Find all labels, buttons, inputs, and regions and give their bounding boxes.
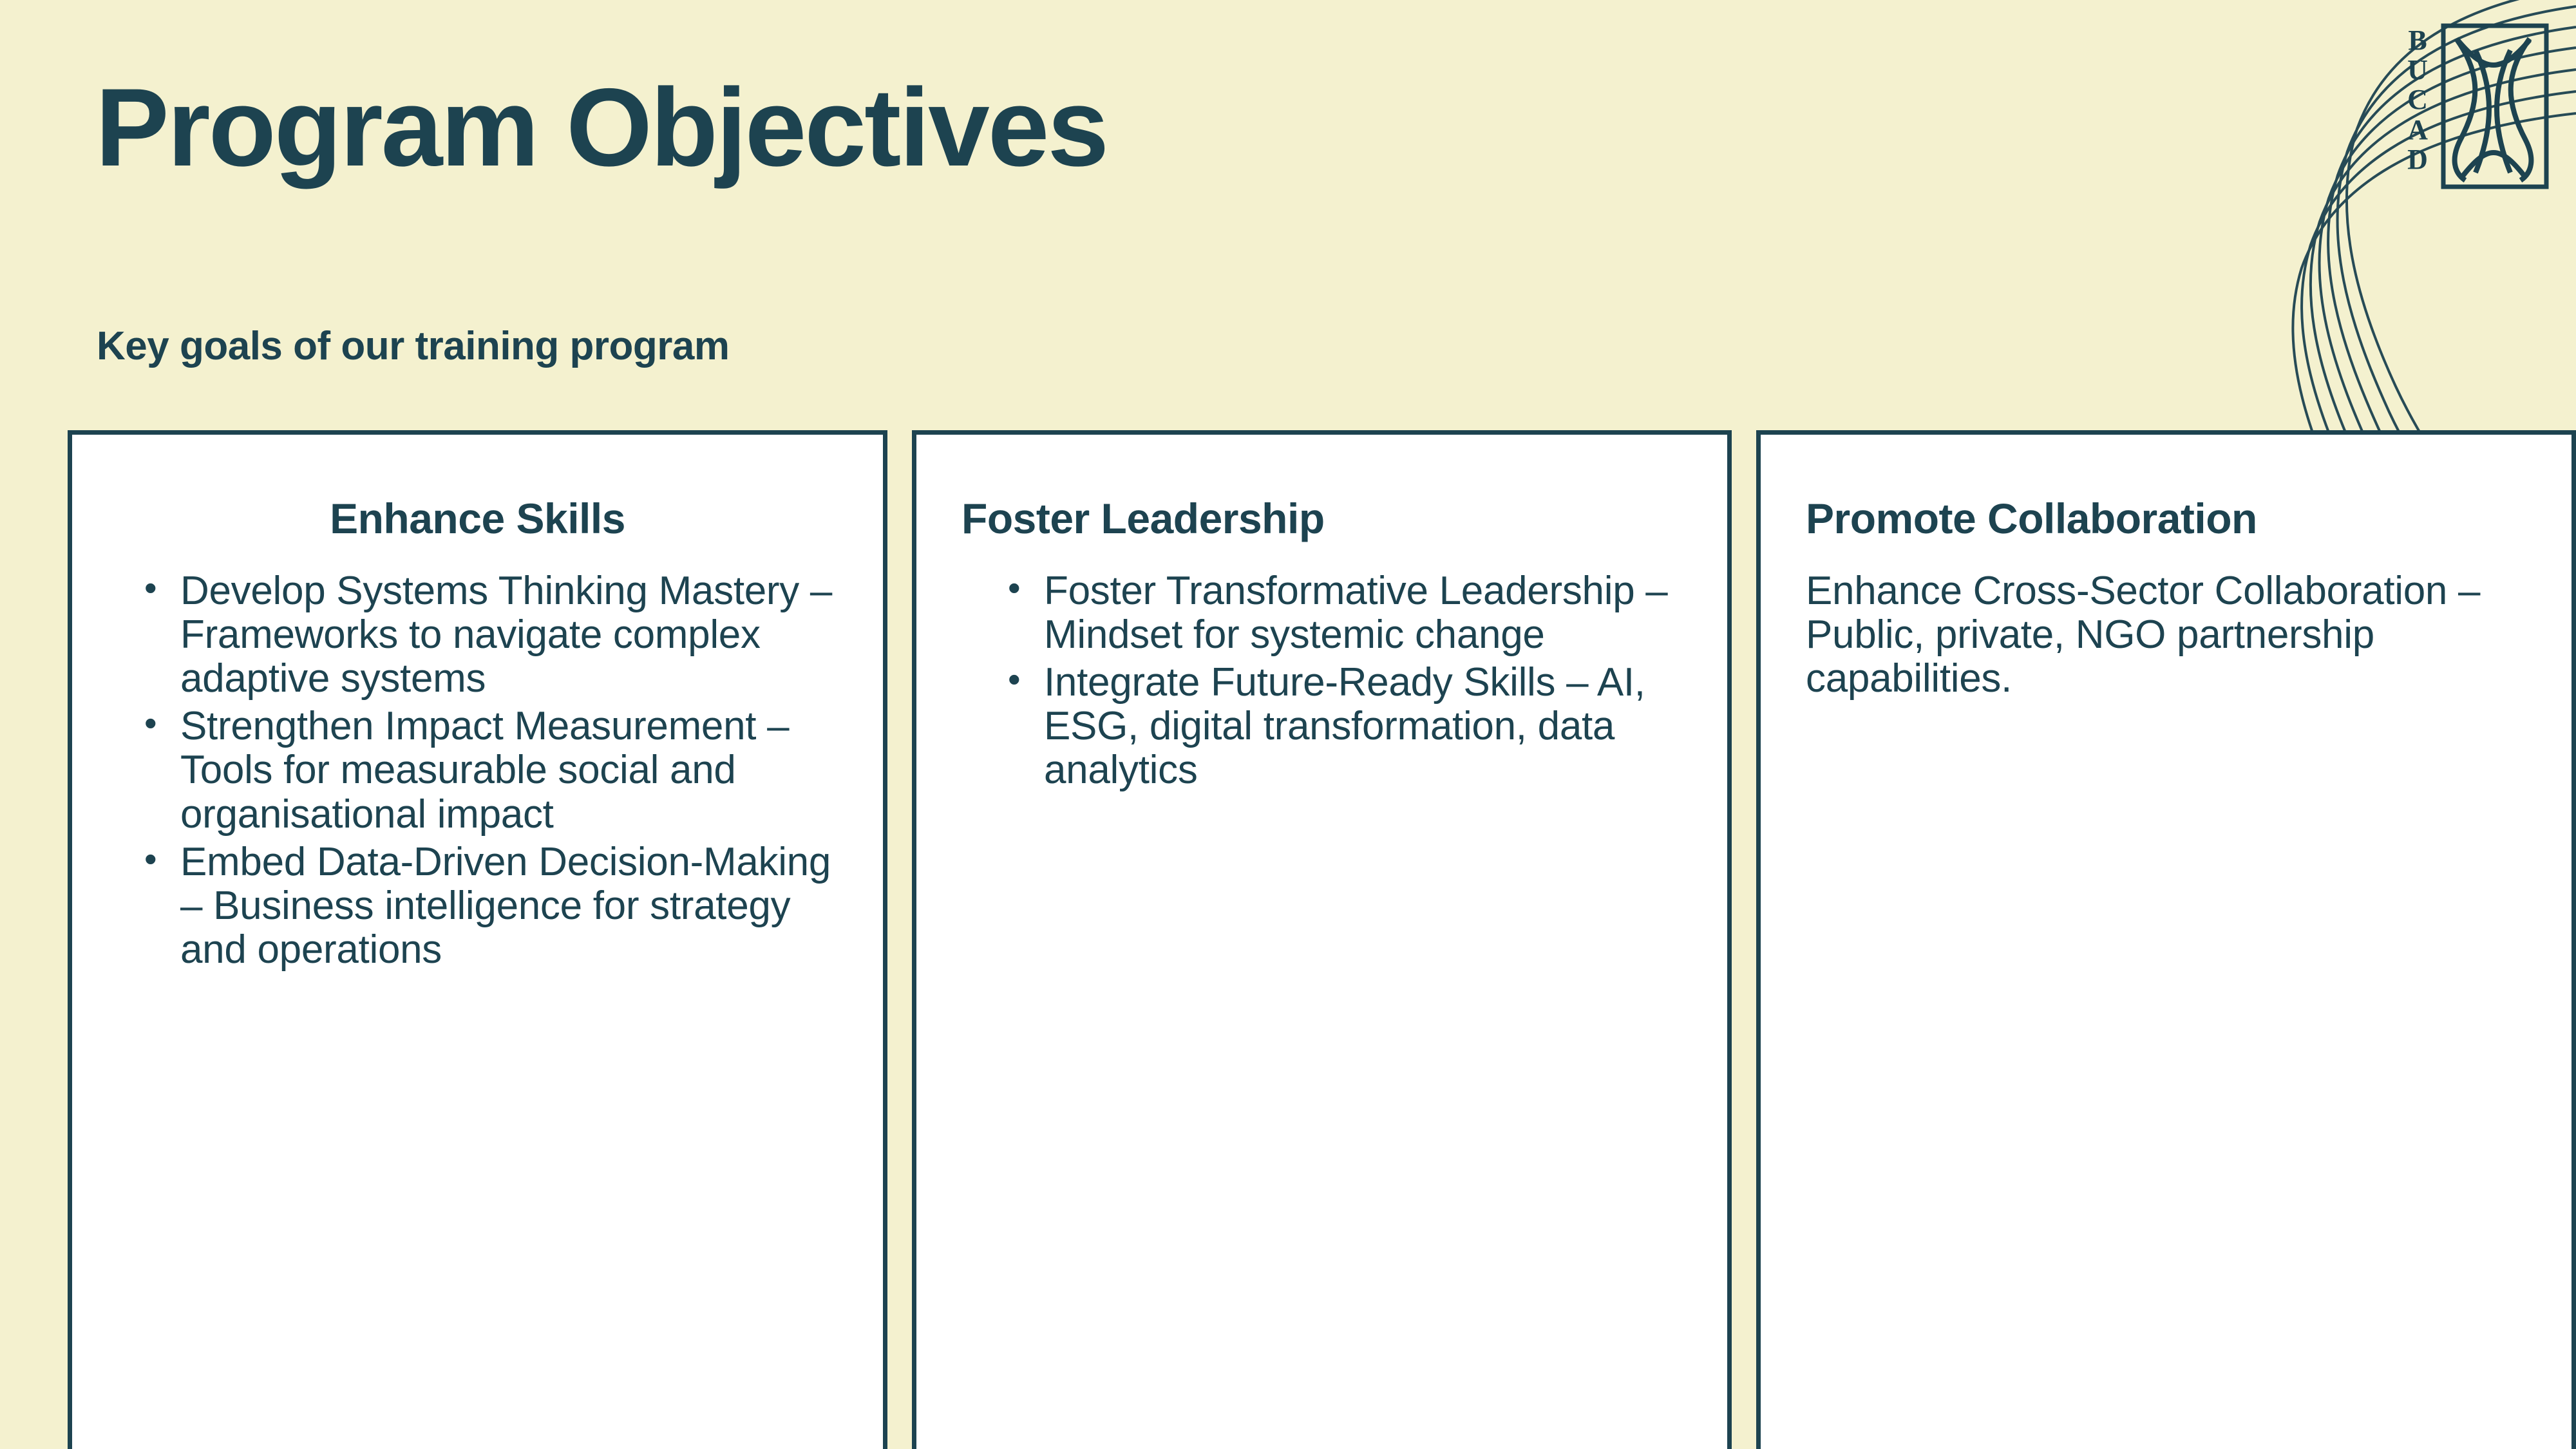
logo-letter: D — [2407, 143, 2428, 175]
logo-letter: U — [2407, 54, 2428, 86]
objective-card-foster-leadership — [912, 430, 1732, 1449]
page-subtitle: Key goals of our training program — [97, 324, 730, 368]
card-title: Promote Collaboration — [1806, 495, 2257, 542]
list-item: • Integrate Future-Ready Skills – AI, ESG, digital transformation, data analytics — [1004, 661, 1682, 793]
page-title: Program Objectives — [95, 66, 1108, 189]
list-item: • Foster Transformative Leadership – Mindset for systemic change — [1004, 569, 1682, 657]
card-body-text: Enhance Cross-Sector Collaboration – Public, private, NGO partnership capabilities. — [1806, 568, 2481, 701]
logo-letter: B — [2408, 24, 2427, 56]
card-bullet-list — [961, 569, 1682, 793]
objective-cards — [68, 430, 2576, 1449]
list-item: • Strengthen Impact Measurement – Tools for measurable social and organisational impact — [140, 705, 838, 837]
objective-card-promote-collaboration — [1756, 430, 2576, 1449]
logo — [2403, 12, 2558, 205]
list-item: • Embed Data-Driven Decision-Making – Business intelligence for strategy and operations — [140, 840, 838, 972]
card-bullet-list — [117, 569, 838, 972]
card-title: Enhance Skills — [330, 495, 625, 542]
logo-letter: C — [2407, 84, 2428, 116]
card-title: Foster Leadership — [961, 495, 1325, 542]
logo-letters — [2403, 26, 2432, 175]
logo-letter: A — [2407, 113, 2428, 146]
list-item: • Develop Systems Thinking Mastery – Frameworks to navigate complex adaptive systems — [140, 569, 838, 701]
objective-card-enhance-skills — [68, 430, 887, 1449]
